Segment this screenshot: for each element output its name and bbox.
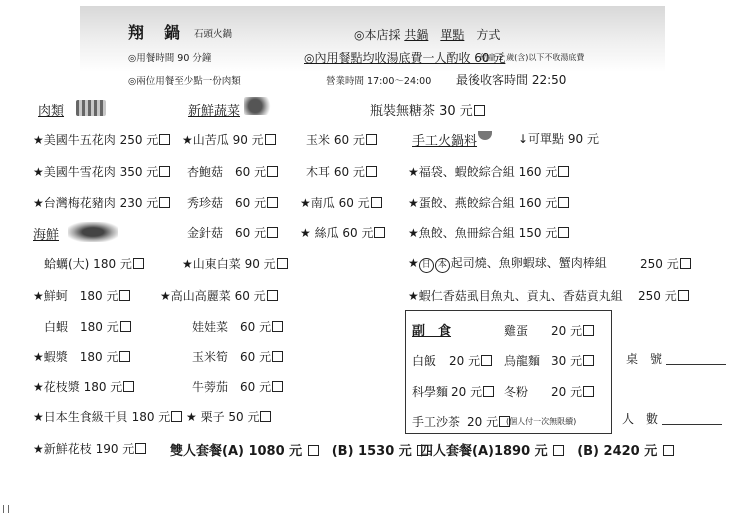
- veg-item: ★南瓜 60 元: [300, 194, 382, 211]
- set-meal-four: 四人套餐(A)1890 元 (B) 2420 元: [420, 440, 674, 459]
- side-item: 白飯: [412, 354, 437, 368]
- bottled-tea: 瓶裝無糖茶 30 元: [370, 100, 485, 119]
- last-order-time: 最後收客時間 22:50: [456, 73, 567, 87]
- veg-item: 牛蒡茄 60 元: [192, 378, 283, 395]
- seafood-item: 白蝦 180 元: [44, 318, 131, 335]
- meat-section-title: 肉類: [38, 104, 65, 119]
- side-price: 20 元: [449, 352, 492, 369]
- table-number: 桌 號: [626, 350, 726, 367]
- veg-item: 杏鮑菇 60 元: [187, 163, 278, 180]
- veg-item: 秀珍菇 60 元: [187, 194, 278, 211]
- handmade-item: ★蛋餃、燕餃綜合組 160 元: [408, 194, 569, 211]
- side-item: 冬粉: [504, 385, 529, 399]
- page-marks: | |: [2, 504, 10, 513]
- veg-item: 玉米 60 元: [306, 131, 377, 148]
- seafood-section-title: 海鮮: [33, 228, 60, 243]
- meat-item: ★台灣梅花豬肉 230 元: [33, 194, 170, 211]
- veg-item: 娃娃菜 60 元: [192, 318, 283, 335]
- soup-base-charge: ◎內用餐點均收湯底費一人酌收 60 元: [304, 51, 506, 65]
- seafood-item: ★鮮蚵 180 元: [33, 287, 130, 304]
- side-price: 20 元: [551, 383, 594, 400]
- seafood-item: 蛤蠣(大) 180 元: [44, 255, 144, 272]
- handmade-combo: ★蝦仁香菇虱目魚丸、貢丸、香菇貢丸組: [408, 289, 623, 303]
- sauce-note: (個人付一次無限續): [506, 417, 577, 426]
- handmade-item: ★魚餃、魚冊綜合組 150 元: [408, 224, 569, 241]
- veg-image: [244, 97, 272, 115]
- two-person-rule: ◎兩位用餐至少點一份肉類: [128, 76, 241, 87]
- handmade-item: ★福袋、蝦餃綜合組 160 元: [408, 163, 569, 180]
- handmade-combo: ★ 日 本 起司燒、魚卵蝦球、蟹肉棒組: [408, 254, 607, 273]
- veg-item: ★高山高麗菜 60 元: [160, 287, 278, 304]
- meat-item: ★美國牛雪花肉 350 元: [33, 163, 170, 180]
- veg-item: ★ 絲瓜 60 元: [300, 224, 385, 241]
- brand-name: 翔 鍋: [128, 23, 183, 42]
- veg-item: 玉米筍 60 元: [192, 348, 283, 365]
- side-price: 30 元: [551, 352, 594, 369]
- seafood-item: ★日本生食級干貝 180 元: [33, 408, 182, 425]
- veg-item: ★ 栗子 50 元: [186, 408, 271, 425]
- seafood-item: ★蝦漿 180 元: [33, 348, 130, 365]
- side-price: 20 元: [551, 322, 594, 339]
- side-price: 20 元: [467, 413, 510, 430]
- child-note: 幼童 2 歲(含)以下不收湯底費: [480, 53, 585, 62]
- seafood-item: ★新鮮花枝 190 元: [33, 440, 146, 457]
- side-price: 20 元: [451, 383, 494, 400]
- side-item: 烏龍麵: [504, 354, 541, 368]
- veg-item: ★山苦瓜 90 元: [182, 131, 276, 148]
- meat-image: [76, 100, 106, 116]
- veg-section-title: 新鮮蔬菜: [188, 104, 241, 119]
- veg-item: ★山東白菜 90 元: [182, 255, 288, 272]
- seafood-item: ★花枝漿 180 元: [33, 378, 134, 395]
- side-item: 科學麵: [412, 385, 449, 399]
- service-mode: ◎本店採 共鍋 單點 方式: [354, 28, 501, 42]
- sides-title: 副 食: [412, 324, 452, 339]
- single-order-note: ↓可單點 90 元: [518, 132, 599, 146]
- handmade-combo-price: 250 元: [640, 255, 691, 272]
- handmade-combo-price: 250 元: [638, 287, 689, 304]
- dining-time: ◎用餐時間 90 分鐘: [128, 53, 212, 64]
- hotpot-icon: [478, 131, 492, 140]
- handmade-section-title: 手工火鍋料: [412, 134, 478, 149]
- side-item: 雞蛋: [504, 324, 529, 338]
- guest-count: 人 數: [622, 410, 722, 427]
- side-item: 手工沙茶: [412, 415, 461, 429]
- veg-item: 木耳 60 元: [306, 163, 377, 180]
- meat-item: ★美國牛五花肉 250 元: [33, 131, 170, 148]
- seafood-image: [68, 222, 118, 242]
- brand-subtitle: 石頭火鍋: [194, 29, 233, 40]
- veg-item: 金針菇 60 元: [187, 224, 278, 241]
- set-meal-two: 雙人套餐(A) 1080 元 (B) 1530 元: [170, 440, 428, 459]
- opening-hours: 營業時間 17:00～24:00: [326, 76, 432, 87]
